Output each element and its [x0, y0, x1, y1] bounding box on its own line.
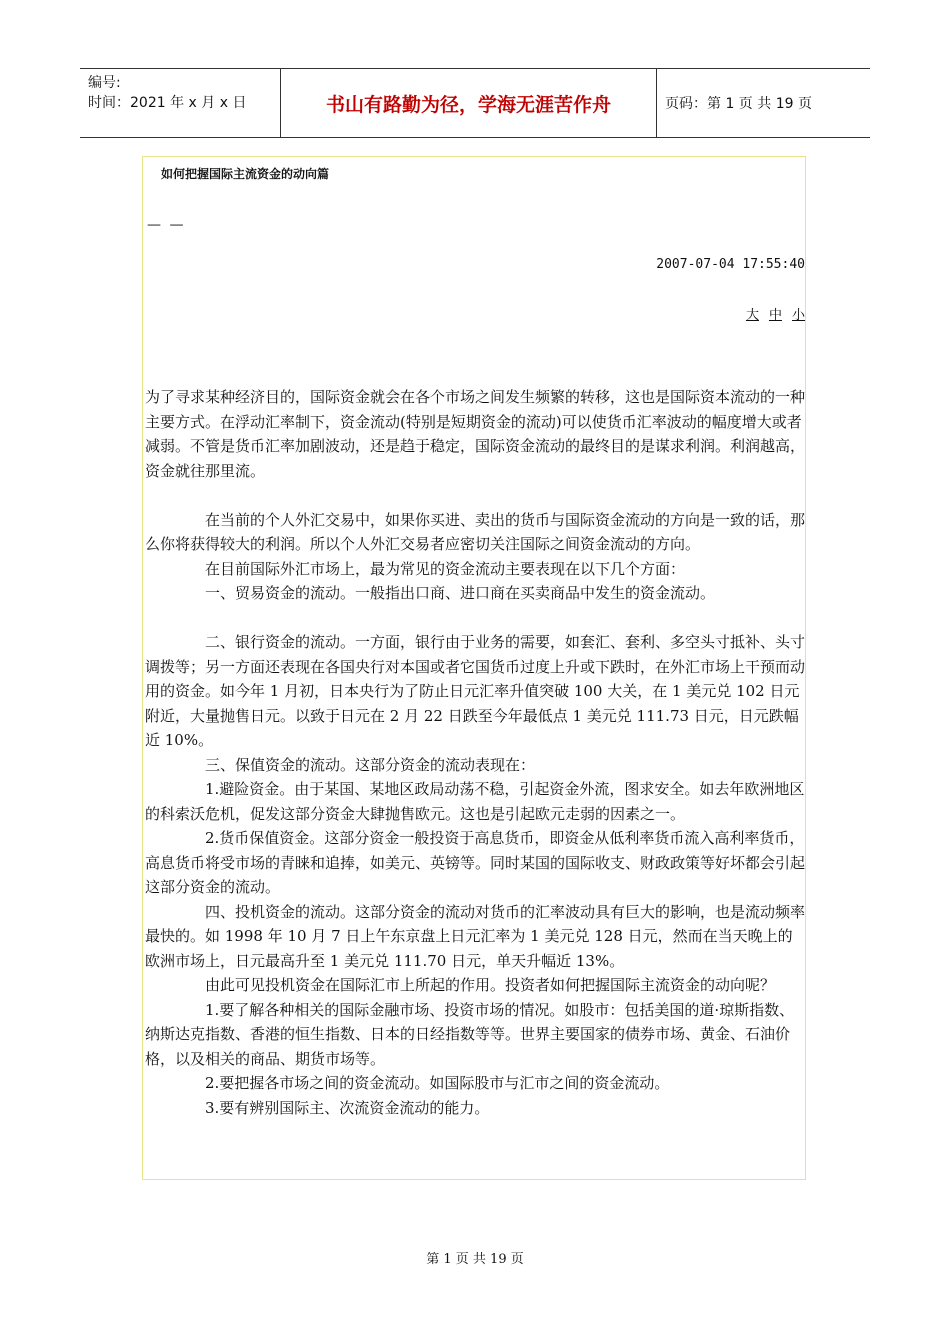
font-size-medium-link[interactable]: 中: [768, 308, 782, 323]
paragraph: 2.要把握各市场之间的资金流动。如国际股市与汇市之间的资金流动。: [205, 1074, 670, 1092]
date-label: 时间：2021 年 x 月 x 日: [88, 95, 247, 111]
page-footer: 第 1 页 共 19 页: [426, 1252, 524, 1267]
paragraph: 为了寻求某种经济目的，国际资金就会在各个市场之间发生频繁的转移，这也是国际资本流动的一种主要方式。在浮动汇率制下，资金流动(特别是短期资金的流动)可以使货币汇率波动的幅度增大或者减弱。不管是货币汇率加剧波动，还是趋于稳定，国际资金流动的最终目的是谋求利润。利润越高，资金就往那里流。: [145, 388, 806, 480]
paragraph: 3.要有辨别国际主、次流资金流动的能力。: [205, 1098, 490, 1117]
paragraph: 在目前国际外汇市场上，最为常见的资金流动主要表现在以下几个方面：: [205, 559, 686, 578]
paragraph: 2.货币保值资金。这部分资金一般投资于高息货币，即资金从低利率货币流入高利率货币，高息货币将受市场的青睐和追捧，如美元、英镑等。同时某国的国际收支、财政政策等好坏都会引起这部分资金的流动。: [145, 829, 806, 896]
article-dashes: — —: [147, 217, 186, 233]
number-label: 编号:: [88, 75, 121, 91]
header-motto: 书山有路勤为径，学海无涯苦作舟: [280, 69, 657, 137]
paragraph: 1.要了解各种相关的国际金融市场、投资市场的情况。如股市：包括美国的道·琼斯指数、纳斯达克指数、香港的恒生指数、日本的日经指数等等。世界主要国家的债券市场、黄金、石油价格，以及相关的商品、期货市场等。: [145, 1000, 795, 1068]
paragraph: 四、投机资金的流动。这部分资金的流动对货币的汇率波动具有巨大的影响，也是流动频率最快的。如 1998 年 10 月 7 日上午东京盘上日元汇率为 1 美元兑 128 日元，然而在当天晚上的欧洲市场上，日元最高升至 1 美元兑 111.70 日元，单天升幅近 13%。: [145, 902, 806, 970]
font-size-small-link[interactable]: 小: [791, 308, 805, 323]
header-meta: [80, 69, 280, 137]
paragraph: 在当前的个人外汇交易中，如果你买进、卖出的货币与国际资金流动的方向是一致的话，那么你将获得较大的利润。所以个人外汇交易者应密切关注国际之间资金流动的方向。: [145, 510, 806, 553]
font-size-large-link[interactable]: 大: [745, 308, 759, 323]
header-page-label: 页码：第 1 页 共 19 页: [665, 96, 812, 112]
article-box: [142, 156, 806, 1180]
font-size-switcher: [746, 304, 805, 323]
article-title: 如何把握国际主流资金的动向篇: [161, 167, 330, 181]
paragraph: 由此可见投机资金在国际汇市上所起的作用。投资者如何把握国际主流资金的动向呢？: [205, 976, 776, 994]
paragraph: 三、保值资金的流动。这部分资金的流动表现在：: [205, 755, 536, 774]
article-body: [145, 385, 805, 1120]
article-datetime: 2007-07-04 17:55:40: [656, 257, 805, 272]
paragraph: 1.避险资金。由于某国、某地区政局动荡不稳，引起资金外流，图求安全。如去年欧洲地区的科索沃危机，促发这部分资金大肆抛售欧元。这也是引起欧元走弱的因素之一。: [145, 780, 805, 823]
paragraph: 一、贸易资金的流动。一般指出口商、进口商在买卖商品中发生的资金流动。: [205, 584, 716, 602]
header-table: [80, 68, 870, 138]
paragraph: 二、银行资金的流动。一方面，银行由于业务的需要，如套汇、套利、多空头寸抵补、头寸调拨等；另一方面还表现在各国央行对本国或者它国货币过度上升或下跌时，在外汇市场上干预而动用的资金。如今年 1 月初，日本央行为了防止日元汇率升值突破 100 大关，在 1 美元兑 102 日元附近，大量抛售日元。以致于日元在 2 月 22 日跌至今年最低点 1 美元兑 111.73 日元，日元跌幅近 10%。: [145, 633, 806, 749]
